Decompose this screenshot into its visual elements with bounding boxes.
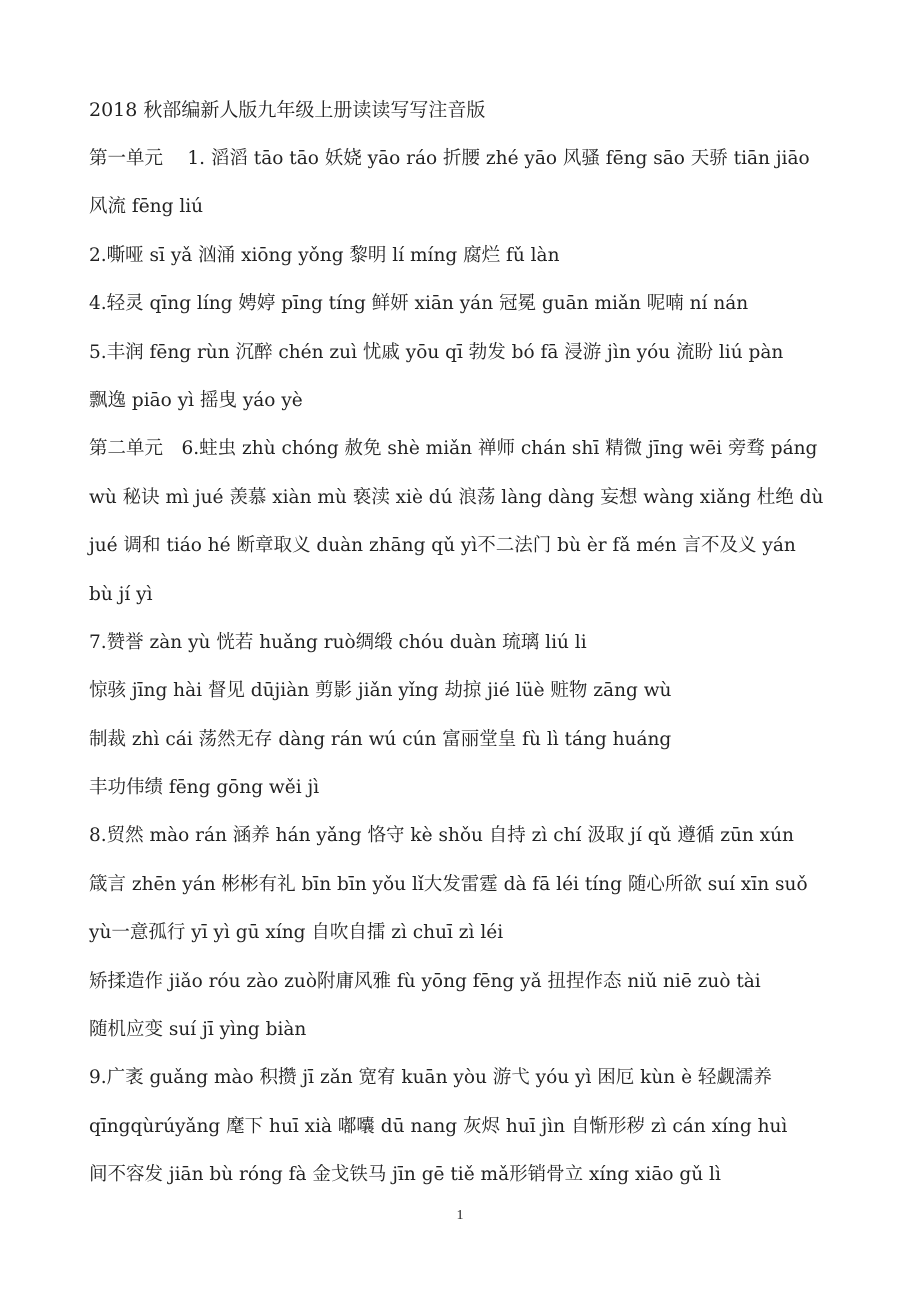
text-line: 5.丰润 fēng rùn 沉醉 chén zuì 忧戚 yōu qī 勃发 bó fā 浸游 jìn yóu 流盼 liú pàn: [89, 341, 784, 363]
document-body: [89, 145, 869, 1210]
text-line: 第二单元 6.蛀虫 zhù chóng 赦免 shè miǎn 禅师 chán shī 精微 jīng wēi 旁骛 páng: [89, 438, 818, 460]
text-line: qīngqùrúyǎng 麾下 huī xià 嘟囔 dū nang 灰烬 huī jìn 自惭形秽 zì cán xíng huì: [89, 1115, 788, 1137]
text-line: 矫揉造作 jiǎo róu zào zuò附庸风雅 fù yōng fēng yǎ 扭捏作态 niǔ niē zuò tài: [89, 970, 761, 992]
text-line: 9.广袤 guǎng mào 积攒 jī zǎn 宽宥 kuān yòu 游弋 yóu yì 困厄 kùn è 轻觑濡养: [89, 1067, 772, 1089]
text-line: 第一单元 1. 滔滔 tāo tāo 妖娆 yāo ráo 折腰 zhé yāo 风骚 fēng sāo 天骄 tiān jiāo: [89, 148, 810, 169]
text-line: 制裁 zhì cái 荡然无存 dàng rán wú cún 富丽堂皇 fù lì táng huáng: [89, 728, 672, 750]
text-line: wù 秘诀 mì jué 羡慕 xiàn mù 亵渎 xiè dú 浪荡 làng dàng 妄想 wàng xiǎng 杜绝 dù: [89, 486, 824, 508]
text-line: 丰功伟绩 fēng gōng wěi jì: [89, 777, 320, 799]
text-line: 4.轻灵 qīng líng 娉婷 pīng tíng 鲜妍 xiān yán 冠冕 guān miǎn 呢喃 ní nán: [89, 293, 749, 315]
text-line: jué 调和 tiáo hé 断章取义 duàn zhāng qǔ yì不二法门 bù èr fǎ mén 言不及义 yán: [89, 535, 796, 557]
text-line: 随机应变 suí jī yìng biàn: [89, 1019, 307, 1041]
text-line: bù jí yì: [89, 583, 153, 605]
document-title: 2018 秋部编新人版九年级上册读读写写注音版: [89, 99, 486, 121]
page-number: 1: [456, 1208, 464, 1223]
text-line: yù一意孤行 yī yì gū xíng 自吹自擂 zì chuī zì léi: [89, 922, 504, 944]
text-line: 间不容发 jiān bù róng fà 金戈铁马 jīn gē tiě mǎ形销骨立 xíng xiāo gǔ lì: [89, 1164, 721, 1186]
text-line: 飘逸 piāo yì 摇曳 yáo yè: [89, 389, 303, 411]
text-line: 箴言 zhēn yán 彬彬有礼 bīn bīn yǒu lǐ大发雷霆 dà fā léi tíng 随心所欲 suí xīn suǒ: [89, 873, 808, 895]
text-line: 惊骇 jīng hài 督见 dūjiàn 剪影 jiǎn yǐng 劫掠 jié lüè 赃物 zāng wù: [89, 680, 672, 702]
text-line: 风流 fēng liú: [89, 196, 204, 218]
text-line: 8.贸然 mào rán 涵养 hán yǎng 恪守 kè shǒu 自持 zì chí 汲取 jí qǔ 遵循 zūn xún: [89, 825, 794, 847]
text-line: 2.嘶哑 sī yǎ 汹涌 xiōng yǒng 黎明 lí míng 腐烂 fǔ làn: [89, 244, 560, 266]
text-line: 7.赞誉 zàn yù 恍若 huǎng ruò绸缎 chóu duàn 琉璃 liú li: [89, 631, 587, 653]
